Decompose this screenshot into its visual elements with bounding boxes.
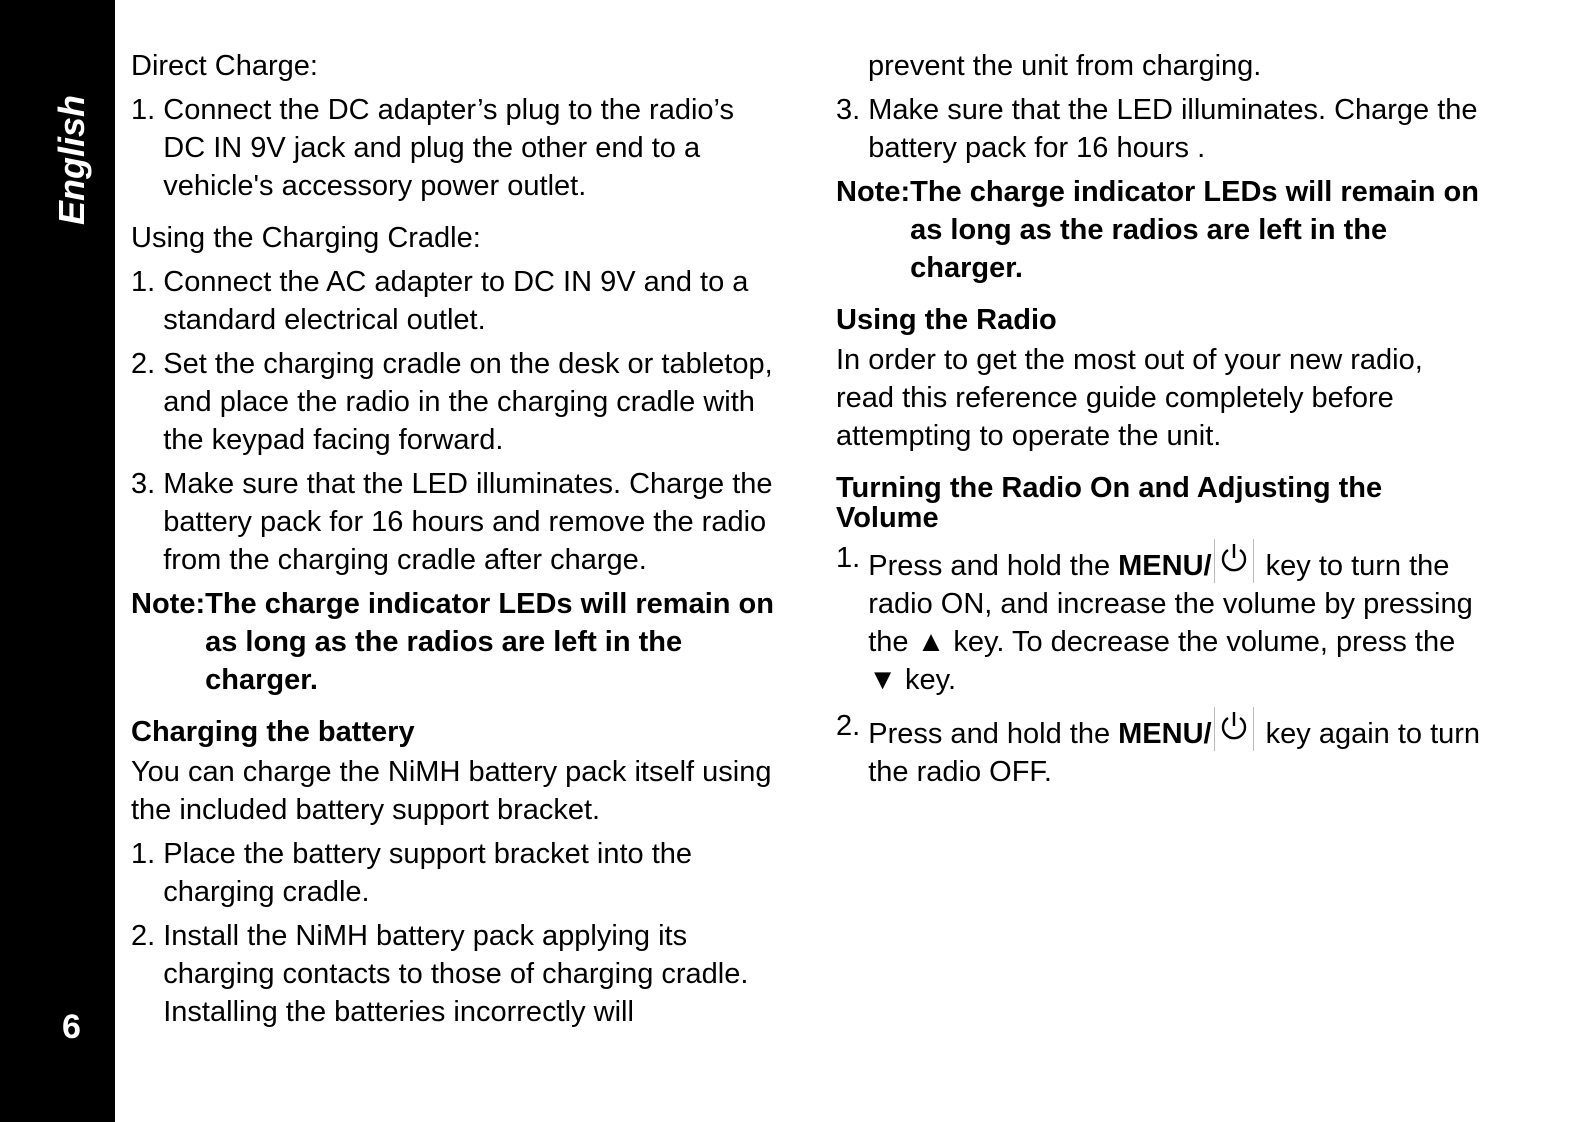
list-item [131, 345, 781, 459]
list-text: Connect the AC adapter to DC IN 9V and to a standard electrical outlet. [163, 266, 749, 336]
list-text: Make sure that the LED illuminates. Charge the battery pack for 16 hours . [868, 94, 1478, 164]
list-number: 1. [131, 266, 164, 298]
list-number: 2. [131, 920, 164, 952]
note-text: The charge indicator LEDs will remain on as long as the radios are left in the charger. [910, 176, 1479, 284]
note-text: The charge indicator LEDs will remain on as long as the radios are left in the charger. [205, 588, 774, 696]
up-arrow-icon: ▲ [916, 626, 946, 658]
list-number: 1. [131, 838, 164, 870]
list-text: Connect the DC adapter’s plug to the radio’s DC IN 9V jack and plug the other end to a vehicle's accessory power outlet. [163, 94, 734, 202]
step-text: key to turn the radio ON, and increase the volume by pressing the [868, 550, 1473, 658]
list-item [836, 539, 1486, 699]
list-number: 1. [131, 94, 164, 126]
list-item [131, 917, 781, 1031]
battery-intro: You can charge the NiMH battery pack itself using the included battery support bracket. [131, 756, 772, 826]
battery-heading: Charging the battery [131, 716, 415, 748]
step-text: key. To decrease the volume, press the [945, 626, 1456, 658]
cradle-heading: Using the Charging Cradle: [131, 222, 481, 254]
power-icon [1214, 707, 1254, 751]
step-text: Press and hold the [868, 550, 1119, 582]
list-number: 2. [836, 710, 869, 742]
list-text [868, 539, 1486, 699]
left-column [131, 47, 781, 1031]
list-item [131, 91, 781, 205]
list-number: 3. [836, 94, 869, 126]
menu-key-label: MENU/ [1118, 718, 1212, 750]
list-item [131, 835, 781, 911]
list-number: 3. [131, 468, 164, 500]
turning-radio-heading: Turning the Radio On and Adjusting the Volume [836, 472, 1383, 534]
list-item [836, 91, 1486, 167]
page-number: 6 [62, 1008, 81, 1046]
list-text: Place the battery support bracket into the charging cradle. [163, 838, 693, 908]
list-text: Set the charging cradle on the desk or tabletop, and place the radio in the charging cradle with the keypad facing forward. [163, 348, 773, 456]
language-tab: English [51, 94, 92, 226]
note-block [131, 585, 781, 699]
list-text [868, 707, 1486, 791]
note-label: Note: [131, 588, 206, 620]
list-number: 1. [836, 542, 869, 574]
down-arrow-icon: ▼ [868, 664, 897, 696]
direct-charge-heading: Direct Charge: [131, 50, 318, 82]
list-item [131, 263, 781, 339]
right-column [836, 47, 1486, 791]
list-item [836, 707, 1486, 791]
list-item [131, 465, 781, 579]
note-label: Note: [836, 176, 911, 208]
step-text: key again to turn the radio OFF. [868, 718, 1481, 788]
step-text: Press and hold the [868, 718, 1119, 750]
list-number: 2. [131, 348, 164, 380]
using-radio-text: In order to get the most out of your new radio, read this reference guide completely before attempting to operate the unit. [836, 344, 1423, 452]
language-sidebar [0, 0, 115, 1122]
continuation-text: prevent the unit from charging. [868, 50, 1262, 82]
list-text: Make sure that the LED illuminates. Charge the battery pack for 16 hours and remove the radio from the charging cradle after charge. [163, 468, 773, 576]
step-text: key. [896, 664, 957, 696]
power-icon [1214, 539, 1254, 583]
list-text: Install the NiMH battery pack applying its charging contacts to those of charging cradle. Installing the batteries incorrectly will [163, 920, 749, 1028]
menu-key-label: MENU/ [1118, 550, 1212, 582]
using-radio-heading: Using the Radio [836, 304, 1057, 336]
note-block [836, 173, 1486, 287]
